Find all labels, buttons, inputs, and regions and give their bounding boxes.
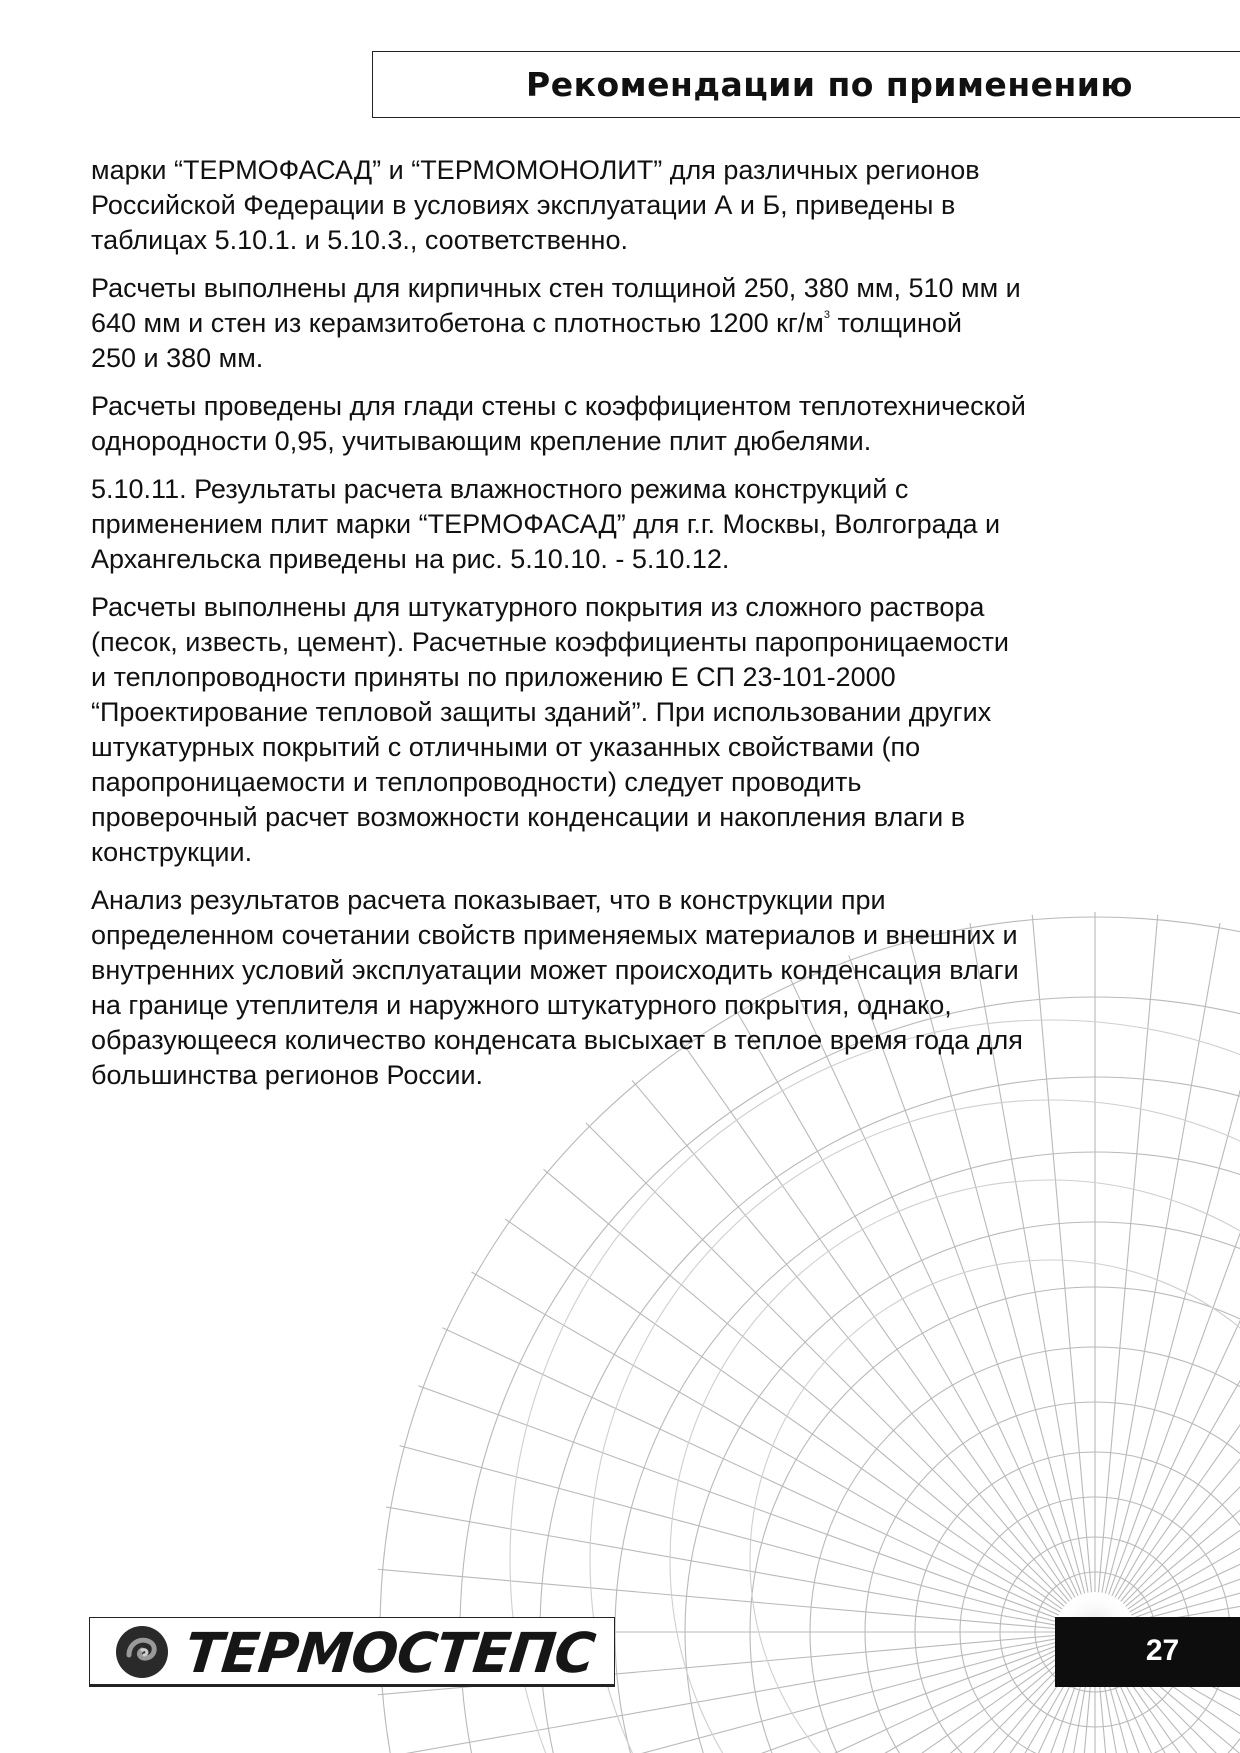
- text-line: образующееся количество конденсата высыхает в теплое время года для: [91, 1025, 1023, 1055]
- paragraph-4: [91, 472, 1141, 577]
- text-line: однородности 0,95, учитывающим крепление плит дюбелями.: [91, 426, 872, 456]
- page-number: 27: [1145, 1634, 1180, 1667]
- text-line: “Проектирование тепловой защиты зданий”. При использовании других: [91, 697, 992, 727]
- paragraph-1: [91, 153, 1141, 258]
- logo-wordmark: ТЕРМОСТЕПС: [182, 1621, 598, 1685]
- text-line: таблицах 5.10.1. и 5.10.3., соответственно.: [91, 225, 628, 255]
- paragraph-6: [91, 883, 1141, 1093]
- document-body: [91, 153, 1141, 1106]
- paragraph-5: [91, 590, 1141, 870]
- text-line: Архангельска приведены на рис. 5.10.10. - 5.10.12.: [91, 544, 730, 574]
- text-line: большинства регионов России.: [91, 1060, 484, 1090]
- text-line: проверочный расчет возможности конденсации и накопления влаги в: [91, 802, 966, 832]
- text-line: 5.10.11. Результаты расчета влажностного режима конструкций с: [91, 474, 909, 504]
- paragraph-2: [91, 271, 1141, 376]
- text-line: штукатурных покрытий с отличными от указанных свойствами (по: [91, 732, 921, 762]
- text-line: и теплопроводности приняты по приложению Е СП 23-101-2000: [91, 662, 896, 692]
- page-number-box: [1055, 1617, 1240, 1687]
- text-line: Анализ результатов расчета показывает, что в конструкции при: [91, 885, 886, 915]
- text-line: на границе утеплителя и наружного штукатурного покрытия, однако,: [91, 990, 952, 1020]
- text-line: Расчеты проведены для глади стены с коэффициентом теплотехнической: [91, 391, 1026, 421]
- company-logo: [89, 1617, 615, 1687]
- page-title: Рекомендации по применению: [526, 65, 1133, 104]
- text-line: Расчеты выполнены для штукатурного покрытия из сложного раствора: [91, 592, 985, 622]
- text-line: Расчеты выполнены для кирпичных стен толщиной 250, 380 мм, 510 мм и: [91, 273, 1021, 303]
- text-line: толщиной: [829, 308, 963, 338]
- paragraph-3: [91, 389, 1141, 459]
- text-line: применением плит марки “ТЕРМОФАСАД” для г.г. Москвы, Волгограда и: [91, 509, 1001, 539]
- section-header: [372, 51, 1240, 118]
- text-line: марки “ТЕРМОФАСАД” и “ТЕРМОМОНОЛИТ” для различных регионов: [91, 155, 980, 185]
- text-line: определенном сочетании свойств применяемых материалов и внешних и: [91, 920, 1018, 950]
- text-line: паропроницаемости и теплопроводности) следует проводить: [91, 767, 862, 797]
- logo-swirl-icon: [115, 1625, 169, 1679]
- text-line: 250 и 380 мм.: [91, 343, 264, 373]
- text-line: внутренних условий эксплуатации может происходить конденсация влаги: [91, 955, 1019, 985]
- text-line: (песок, известь, цемент). Расчетные коэффициенты паропроницаемости: [91, 627, 1009, 657]
- text-line: Российской Федерации в условиях эксплуатации А и Б, приведены в: [91, 190, 956, 220]
- superscript: 3: [823, 309, 830, 321]
- text-line: 640 мм и стен из керамзитобетона с плотностью 1200 кг/м: [91, 308, 824, 338]
- text-line: конструкции.: [91, 837, 253, 867]
